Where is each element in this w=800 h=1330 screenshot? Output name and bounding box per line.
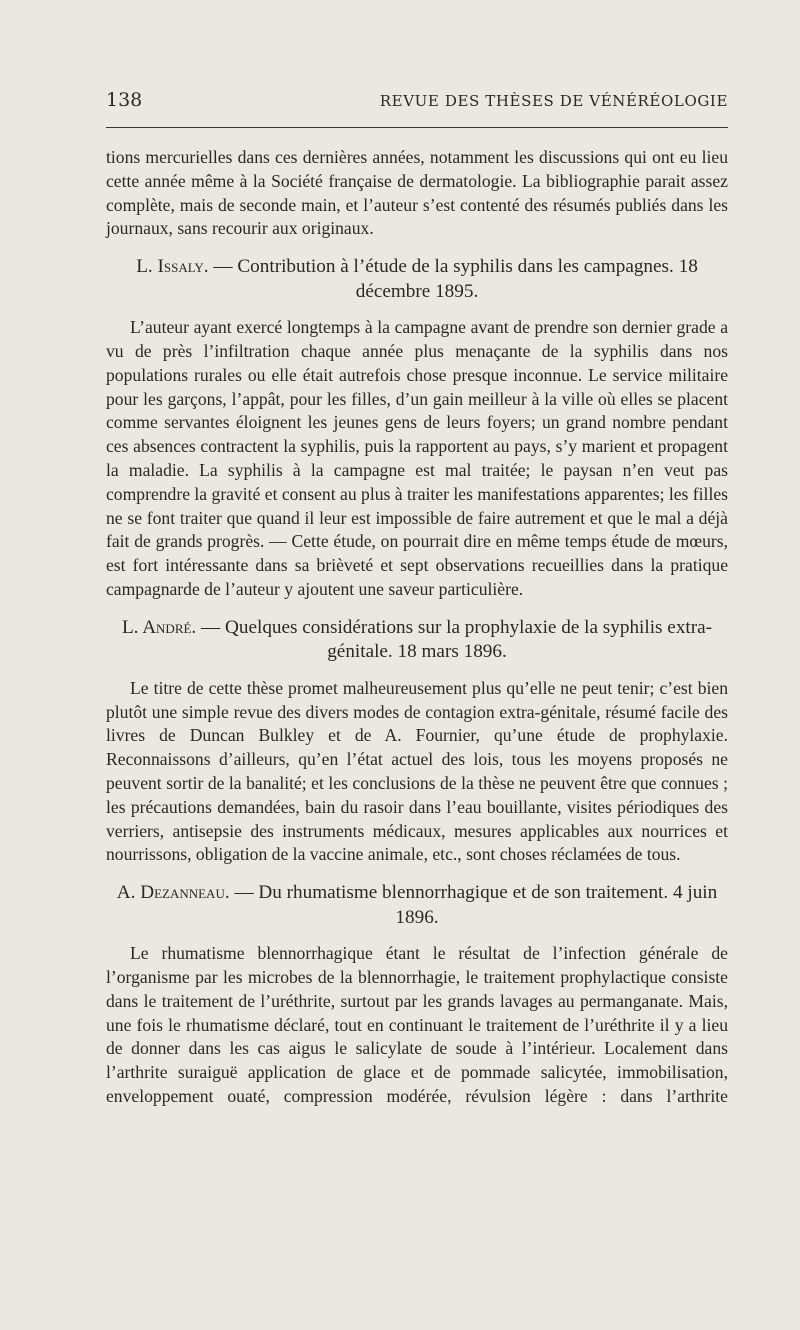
- entry-heading: — Quelques considérations sur la prophylaxie de la syphilis extra-génitale. 18 mars 1896.: [196, 616, 713, 663]
- entry-body: L’auteur ayant exercé longtemps à la campagne avant de prendre son dernier grade a vu de près l’infiltration chaque année plus menaçante de la syphilis dans nos populations rurales ou elle était autrefois chose presque inconnue. Le service militaire pour les garçons, l’appât, pour les filles, d’un gain meilleur à la ville où elles se placent comme servantes éloignent les jeunes gens de leurs foyers; un grand nombre pendant ces absences contractent la syphilis, puis la rapportent au pays, s’y marient et propagent la maladie. La syphilis à la campagne est mal traitée; le paysan n’en veut pas comprendre la gravité et consent au plus à traiter les manifestations apparentes; les filles ne se font traiter que quand il leur est impossible de faire autrement et que le mal a déjà fait de grands progrès. — Cette étude, on pourrait dire en même temps étude de mœurs, est fort intéressante dans sa brièveté et sept observations recueillies dans la pratique campagnarde de l’auteur y ajoutent une saveur particulière.: [106, 317, 728, 599]
- entry-body: Le titre de cette thèse promet malheureusement plus qu’elle ne peut tenir; c’est bien plutôt une simple revue des divers modes de contagion extra-génitale, résumé facile des livres de Duncan Bulkley et de A. Fournier, qu’une étude de prophylaxie. Reconnaissons d’ailleurs, qu’en l’état actuel des lois, tous les moyens proposés ne peuvent sortir de la banalité; et les conclusions de la thèse ne peuvent être que connues ; les précautions demandées, bain du rasoir dans l’eau bouillante, visites périodiques des verriers, antisepsie des instruments médicaux, mesures applicables aux nourrices et nourrissons, obligation de la vaccine animale, etc., sont choses réclamées de tous.: [106, 677, 728, 865]
- entry-author: L. André.: [121, 616, 197, 638]
- header-rule: [106, 127, 728, 128]
- entry-body: Le rhumatisme blennorrhagique étant le résultat de l’infection générale de l’organisme par les microbes de la blennorrhagie, le traitement prophylactique consiste dans le traitement de l’uréthrite, surtout par les grands lavages au permanganate. Mais, une fois le rhumatisme déclaré, tout en continuant le traitement de l’uréthrite il y a lieu de donner dans les cas aigus le salicylate de soude à l’intérieur. Localement dans l’arthrite suraiguë application de glace et de pommade salicytée, immobilisation, enveloppement ouaté, compression modérée, révulsion légère : dans l’arthrite: [106, 943, 728, 1106]
- intro-paragraph: tions mercurielles dans ces dernières années, notamment les discussions qui ont eu lieu cette année même à la Société française de dermatologie. La bibliographie parait assez complète, mais de seconde main, et l’auteur s’est contenté des résumés publiés dans les journaux, sans recourir aux originaux.: [106, 147, 728, 239]
- page-number: 138: [106, 89, 143, 111]
- entry-author: A. Dezanneau.: [116, 882, 230, 904]
- page-content: [106, 146, 728, 1109]
- entry-author: L. Issaly.: [136, 256, 209, 278]
- entry-dezanneau: [106, 881, 728, 1109]
- entry-title: [106, 881, 728, 930]
- running-title: REVUE DES THÈSES DE VÉNÉRÉOLOGIE: [379, 92, 728, 110]
- entry-heading: — Contribution à l’étude de la syphilis dans les campagnes. 18 décembre 1895.: [208, 256, 698, 302]
- entry-heading: — Du rhumatisme blennorrhagique et de son traitement. 4 juin 1896.: [229, 882, 718, 928]
- entry-title: [106, 255, 728, 304]
- entry-issaly: [106, 255, 728, 602]
- entry-title: [106, 616, 728, 665]
- entry-andre: [106, 616, 728, 867]
- page-header: [106, 88, 728, 112]
